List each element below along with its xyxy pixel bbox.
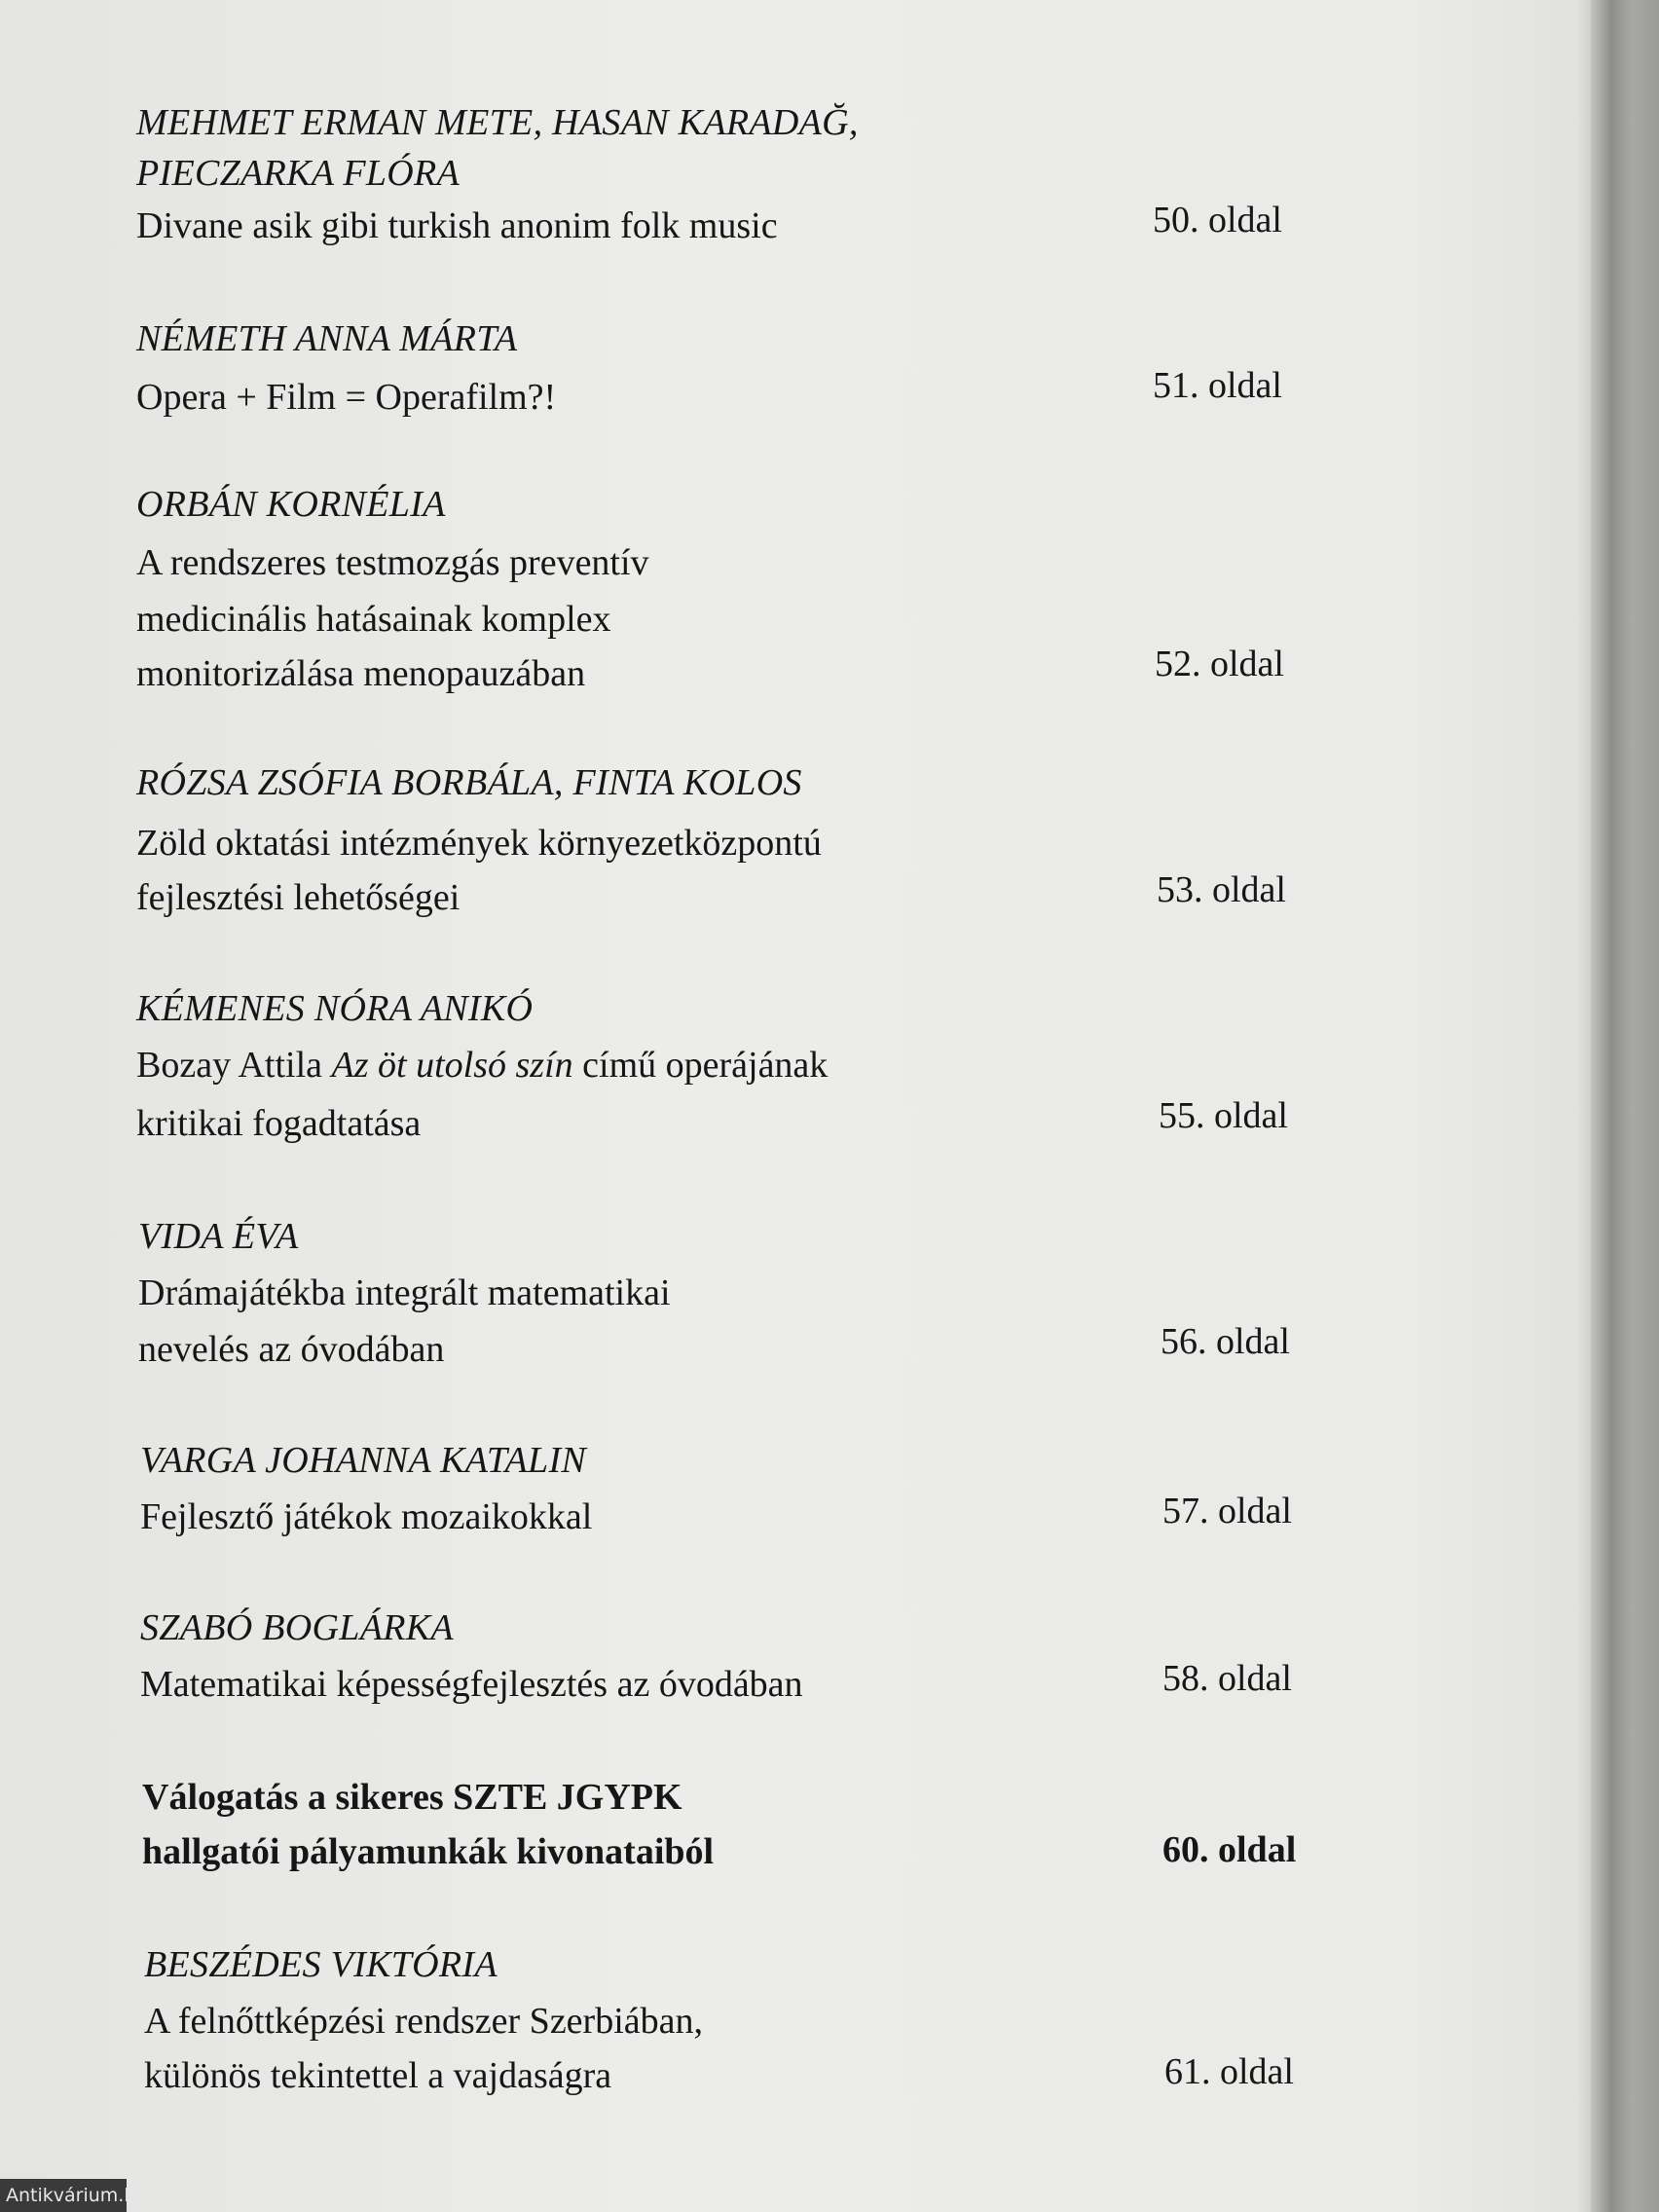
section-title: Válogatás a sikeres SZTE JGYPK xyxy=(142,1777,682,1818)
entry-author: VIDA ÉVA xyxy=(138,1216,299,1257)
entry-title: különös tekintettel a vajdaságra xyxy=(144,2055,612,2096)
entry-title: Drámajátékba integrált matematikai xyxy=(138,1272,671,1313)
entry-title: Opera + Film = Operafilm?! xyxy=(136,377,557,418)
entry-title: A felnőttképzési rendszer Szerbiában, xyxy=(144,2001,703,2042)
entry-title-prefix: Bozay Attila xyxy=(136,1045,332,1086)
entry-title: nevelés az óvodában xyxy=(138,1329,445,1370)
entry-title: Zöld oktatási intézmények környezetközpontú xyxy=(136,823,822,864)
watermark: Antikvárium.hu xyxy=(0,2179,127,2212)
entry-page-number: 57. oldal xyxy=(1162,1491,1292,1531)
section-page-number: 60. oldal xyxy=(1162,1829,1297,1870)
entry-title-line xyxy=(136,1044,828,1087)
entry-page-number: 50. oldal xyxy=(1153,200,1282,240)
entry-author: PIECZARKA FLÓRA xyxy=(136,153,461,194)
entry-title-work: Az öt utolsó szín xyxy=(331,1045,573,1086)
entry-title: Fejlesztő játékok mozaikokkal xyxy=(140,1496,593,1537)
entry-page-number: 55. oldal xyxy=(1159,1095,1288,1136)
entry-page-number: 58. oldal xyxy=(1162,1658,1292,1699)
entry-title: Divane asik gibi turkish anonim folk music xyxy=(136,205,778,246)
section-title: hallgatói pályamunkák kivonataiból xyxy=(142,1831,715,1872)
entry-author: KÉMENES NÓRA ANIKÓ xyxy=(136,988,534,1029)
entry-title: Matematikai képességfejlesztés az óvodában xyxy=(140,1664,803,1705)
entry-title: medicinális hatásainak komplex xyxy=(136,599,611,640)
entry-title-suffix: című operájának xyxy=(572,1045,829,1086)
entry-author: ORBÁN KORNÉLIA xyxy=(136,484,446,525)
entry-page-number: 61. oldal xyxy=(1164,2051,1294,2092)
entry-title: monitorizálása menopauzában xyxy=(136,653,586,694)
entry-page-number: 52. oldal xyxy=(1155,644,1284,684)
entry-author: SZABÓ BOGLÁRKA xyxy=(140,1607,454,1648)
entry-page-number: 51. oldal xyxy=(1153,365,1282,406)
entry-author: BESZÉDES VIKTÓRIA xyxy=(144,1944,498,1985)
entry-title: A rendszeres testmozgás preventív xyxy=(136,542,649,583)
entry-author: VARGA JOHANNA KATALIN xyxy=(140,1440,587,1481)
entry-page-number: 53. oldal xyxy=(1157,869,1286,910)
entry-author: NÉMETH ANNA MÁRTA xyxy=(136,318,518,359)
entry-title: kritikai fogadtatása xyxy=(136,1103,422,1144)
entry-author: RÓZSA ZSÓFIA BORBÁLA, FINTA KOLOS xyxy=(136,762,802,803)
entry-page-number: 56. oldal xyxy=(1161,1321,1290,1362)
entry-title: fejlesztési lehetőségei xyxy=(136,877,461,918)
entry-author: MEHMET ERMAN METE, HASAN KARADAĞ, xyxy=(136,102,859,143)
